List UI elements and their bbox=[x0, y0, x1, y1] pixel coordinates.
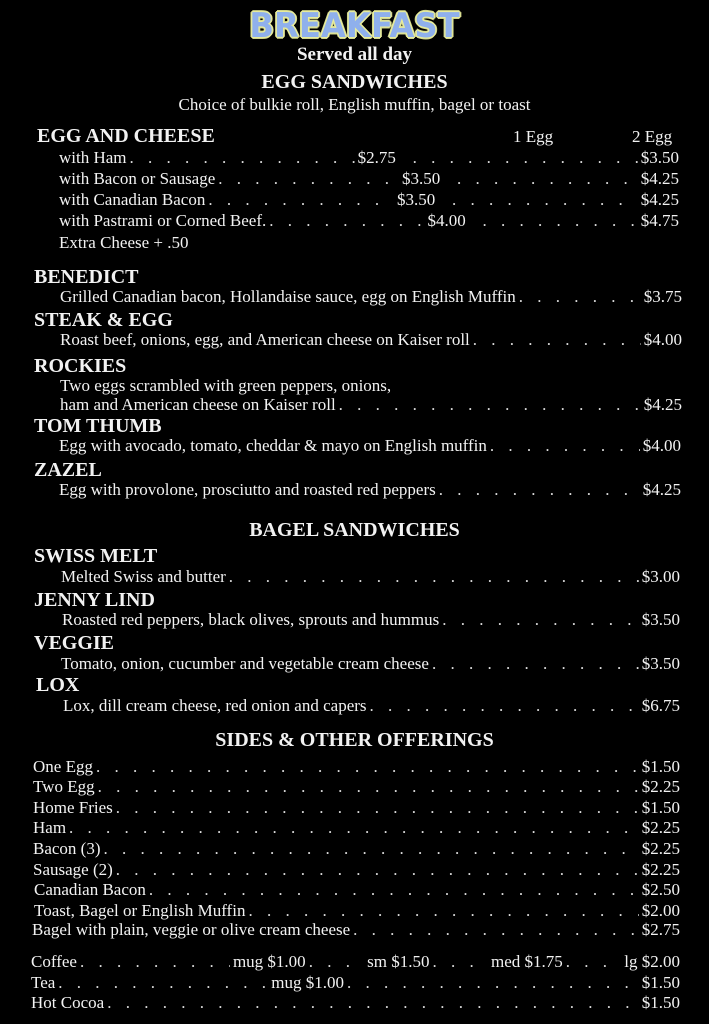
egg-cheese-option-row: with Bacon or Sausage . . . $3.50 . . . $4.25 bbox=[59, 169, 679, 189]
egg-cheese-option-row: with Canadian Bacon . . . $3.50 . . . $4.25 bbox=[59, 190, 679, 210]
menu-item-row: Tomato, onion, cucumber and vegetable cream cheese . . . $3.50 bbox=[61, 654, 680, 674]
dot-leader bbox=[96, 757, 639, 777]
lox-name: LOX bbox=[36, 674, 80, 696]
dot-leader bbox=[370, 696, 639, 716]
side-item-row: Toast, Bagel or English Muffin . . . $2.00 bbox=[34, 901, 680, 921]
dot-leader bbox=[452, 190, 638, 210]
egg-and-cheese-name: EGG AND CHEESE bbox=[37, 125, 215, 147]
dot-leader bbox=[519, 287, 641, 307]
dot-leader bbox=[490, 436, 640, 456]
hot-cocoa-row: Hot Cocoa . . . $1.50 bbox=[31, 993, 680, 1013]
rockies-desc-line1: Two eggs scrambled with green peppers, onions, bbox=[60, 376, 392, 395]
dot-leader bbox=[107, 993, 639, 1013]
benedict-name: BENEDICT bbox=[34, 266, 139, 288]
dot-leader bbox=[80, 952, 230, 972]
dot-leader bbox=[457, 169, 638, 189]
steak-egg-name: STEAK & EGG bbox=[34, 309, 173, 331]
side-item-row: Bacon (3) . . . $2.25 bbox=[33, 839, 680, 859]
dot-leader bbox=[339, 395, 641, 415]
dot-leader bbox=[269, 211, 424, 231]
swiss-melt-name: SWISS MELT bbox=[34, 545, 158, 567]
menu-item-row: Egg with provolone, prosciutto and roasted red peppers . . . $4.25 bbox=[59, 480, 681, 500]
egg-cheese-option-row: with Pastrami or Corned Beef. . . . $4.00 . . . $4.75 bbox=[59, 211, 679, 231]
jenny-lind-name: JENNY LIND bbox=[34, 589, 155, 611]
menu-item-row: Egg with avocado, tomato, cheddar & mayo on English muffin . . . $4.00 bbox=[59, 436, 681, 456]
dot-leader bbox=[483, 211, 638, 231]
dot-leader bbox=[432, 654, 639, 674]
dot-leader bbox=[130, 148, 355, 168]
bagel-sandwiches-heading: BAGEL SANDWICHES bbox=[249, 519, 460, 541]
dot-leader bbox=[248, 901, 638, 921]
zazel-name: ZAZEL bbox=[34, 459, 102, 481]
dot-leader bbox=[433, 952, 488, 972]
side-item-row: Canadian Bacon . . . $2.50 bbox=[34, 880, 680, 900]
dot-leader bbox=[413, 148, 638, 168]
two-egg-column-header: 2 Egg bbox=[632, 127, 673, 146]
dot-leader bbox=[309, 952, 364, 972]
dot-leader bbox=[98, 777, 639, 797]
dot-leader bbox=[442, 610, 639, 630]
dot-leader bbox=[104, 839, 639, 859]
dot-leader bbox=[208, 190, 394, 210]
egg-cheese-option-row: with Ham . . . $2.75 . . . $3.50 bbox=[59, 148, 679, 168]
egg-sandwiches-note: Choice of bulkie roll, English muffin, bagel or toast bbox=[178, 95, 531, 114]
dot-leader bbox=[229, 567, 639, 587]
side-item-row: Bagel with plain, veggie or olive cream cheese . . . $2.75 bbox=[32, 920, 680, 940]
menu-item-row: Roasted red peppers, black olives, sprouts and hummus . . . $3.50 bbox=[62, 610, 680, 630]
dot-leader bbox=[116, 860, 639, 880]
tom-thumb-name: TOM THUMB bbox=[34, 415, 162, 437]
menu-item-row: Lox, dill cream cheese, red onion and capers . . . $6.75 bbox=[63, 696, 680, 716]
dot-leader bbox=[149, 880, 639, 900]
sides-heading: SIDES & OTHER OFFERINGS bbox=[215, 729, 494, 751]
dot-leader bbox=[473, 330, 641, 350]
dot-leader bbox=[69, 818, 639, 838]
dot-leader bbox=[353, 920, 639, 940]
dot-leader bbox=[218, 169, 399, 189]
side-item-row: Sausage (2) . . . $2.25 bbox=[33, 860, 680, 880]
coffee-row: Coffee . . . mug $1.00 . . . sm $1.50 . . . med $1.75 . . . lg $2.00 bbox=[31, 952, 680, 972]
dot-leader bbox=[58, 973, 268, 993]
dot-leader bbox=[566, 952, 621, 972]
dot-leader bbox=[439, 480, 640, 500]
side-item-row: One Egg . . . $1.50 bbox=[33, 757, 680, 777]
rockies-name: ROCKIES bbox=[34, 355, 127, 377]
menu-item-row: Melted Swiss and butter . . . $3.00 bbox=[61, 567, 680, 587]
dot-leader bbox=[347, 973, 639, 993]
tea-row: Tea . . . mug $1.00 . . . $1.50 bbox=[31, 973, 680, 993]
menu-subtitle: Served all day bbox=[296, 44, 413, 65]
menu-item-row: Roast beef, onions, egg, and American cheese on Kaiser roll . . . $4.00 bbox=[60, 330, 682, 350]
menu-title: BREAKFAST bbox=[249, 6, 460, 46]
side-item-row: Home Fries . . . $1.50 bbox=[33, 798, 680, 818]
menu-item-row: Grilled Canadian bacon, Hollandaise sauce, egg on English Muffin . . . $3.75 bbox=[60, 287, 682, 307]
dot-leader bbox=[116, 798, 639, 818]
side-item-row: Ham . . . $2.25 bbox=[33, 818, 680, 838]
one-egg-column-header: 1 Egg bbox=[513, 127, 554, 146]
egg-sandwiches-heading: EGG SANDWICHES bbox=[261, 71, 448, 93]
menu-item-row: ham and American cheese on Kaiser roll . . . $4.25 bbox=[60, 395, 682, 415]
veggie-name: VEGGIE bbox=[34, 632, 115, 654]
extra-cheese-note: Extra Cheese + .50 bbox=[59, 233, 189, 252]
side-item-row: Two Egg . . . $2.25 bbox=[33, 777, 680, 797]
